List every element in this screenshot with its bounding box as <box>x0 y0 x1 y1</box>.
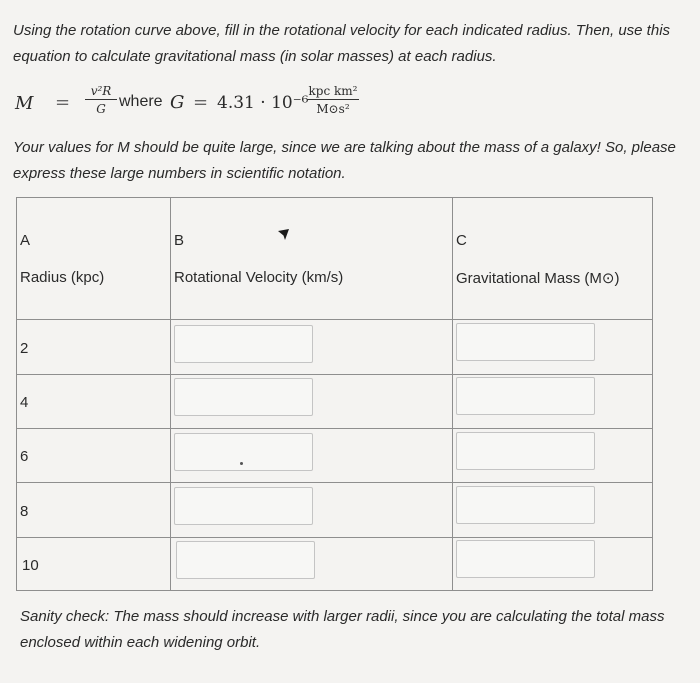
equation-fraction <box>85 84 117 116</box>
scientific-notation-note: Your values for M should be quite large, since we are talking about the mass of a galaxy! So, please express these large numbers in scientific notation. <box>13 139 676 182</box>
sanity-check-text: Sanity check: The mass should increase with larger radii, since you are calculating the total mass enclosed within each widening orbit. <box>20 608 665 651</box>
velocity-input[interactable] <box>174 433 313 471</box>
data-table <box>16 197 653 591</box>
column-header-velocity: Rotational Velocity (km/s) <box>174 269 344 286</box>
g-symbol: G <box>170 92 185 113</box>
mass-input[interactable] <box>456 432 595 470</box>
unit-numerator: kpc km² <box>308 84 358 98</box>
radius-cell: 4 <box>20 394 29 411</box>
velocity-input[interactable] <box>174 378 313 416</box>
row-divider <box>17 374 652 375</box>
mass-input[interactable] <box>456 377 595 415</box>
mouse-cursor-icon <box>277 228 291 242</box>
column-divider <box>170 198 171 590</box>
column-header-radius: Radius (kpc) <box>20 269 105 286</box>
column-header-mass: Gravitational Mass (M⊙) <box>456 270 620 287</box>
row-divider <box>17 482 652 483</box>
equals-sign-2: = <box>193 92 209 113</box>
row-divider <box>17 428 652 429</box>
row-divider <box>17 319 652 320</box>
g-value: 4.31 · 10⁻⁶ <box>217 93 309 113</box>
velocity-input[interactable] <box>174 325 313 363</box>
fraction-denominator: G <box>96 102 106 116</box>
instructions-text: Using the rotation curve above, fill in the rotational velocity for each indicated radius. Then, use this equation to calculate gravitational mass (in solar masses) at each radius. <box>13 22 671 65</box>
mass-input[interactable] <box>456 486 595 524</box>
radius-cell: 10 <box>22 557 39 574</box>
equals-sign: = <box>55 92 71 113</box>
radius-cell: 2 <box>20 340 29 357</box>
radius-cell: 8 <box>20 503 29 520</box>
mass-input[interactable] <box>456 323 595 361</box>
column-letter-b: B <box>174 232 185 249</box>
column-divider <box>452 198 453 590</box>
column-letter-c: C <box>456 232 467 249</box>
stray-mark <box>240 462 243 465</box>
where-text: where <box>119 93 163 110</box>
column-letter-a: A <box>20 232 31 249</box>
unit-denominator: M⊙s² <box>316 102 350 116</box>
mass-input[interactable] <box>456 540 595 578</box>
fraction-numerator: v²R <box>85 84 117 100</box>
velocity-input[interactable] <box>176 541 315 579</box>
equation-lhs: M <box>15 93 34 114</box>
row-divider <box>17 537 652 538</box>
radius-cell: 6 <box>20 448 29 465</box>
mass-equation <box>15 84 415 124</box>
g-unit-fraction <box>307 84 359 116</box>
velocity-input[interactable] <box>174 487 313 525</box>
